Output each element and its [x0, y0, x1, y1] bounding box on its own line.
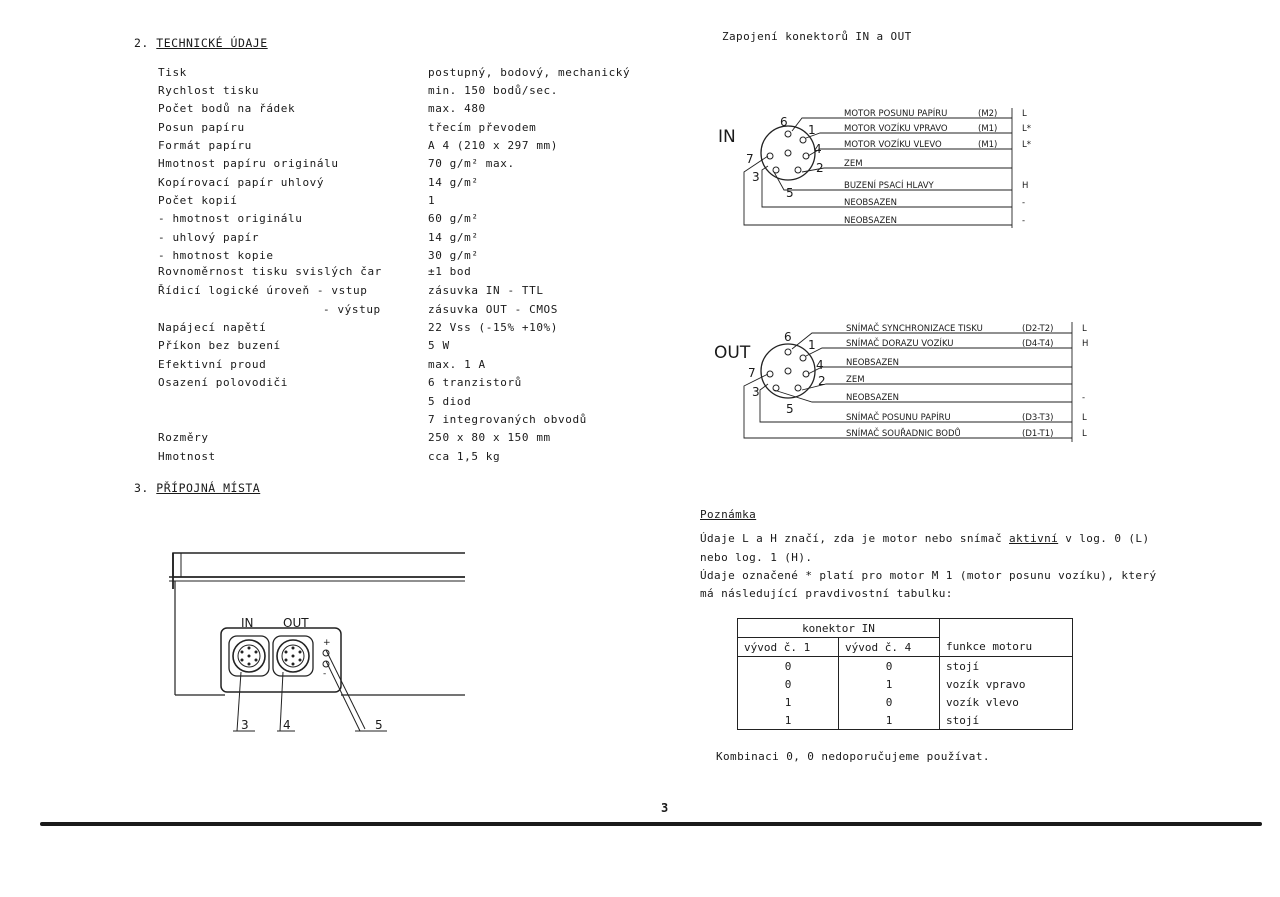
- signal-level: H: [1022, 181, 1029, 191]
- cell-pin-4: 1: [839, 675, 940, 693]
- truth-table-row: [738, 675, 1073, 693]
- out-pin-1: 1: [808, 338, 816, 352]
- signal-name: SNÍMAČ DORAZU VOZÍKU: [846, 339, 954, 349]
- out-pin-5: 5: [786, 402, 794, 416]
- spec-label: - hmotnost kopie: [158, 249, 274, 262]
- drawing-label-out: OUT: [283, 616, 309, 630]
- section-3-number: 3.: [134, 481, 149, 495]
- cell-pin-1: 0: [738, 675, 839, 693]
- signal-level: L: [1082, 413, 1087, 423]
- note-line-1-emphasis: aktivní: [1009, 532, 1059, 545]
- svg-text:-: -: [323, 669, 327, 679]
- in-pin-1: 1: [808, 123, 816, 137]
- cell-pin-1: 1: [738, 711, 839, 730]
- signal-code: (M1): [978, 124, 998, 134]
- out-connector-socket: [273, 636, 313, 676]
- col-function: funkce motoru: [940, 638, 1073, 657]
- signal-level: L*: [1022, 140, 1031, 150]
- spec-value: 7 integrovaných obvodů: [428, 413, 587, 426]
- note-line-1-pre: Údaje L a H značí, zda je motor nebo snímač: [700, 532, 1009, 545]
- spec-label: - hmotnost originálu: [158, 212, 303, 225]
- note-line-1: [700, 532, 1149, 545]
- spec-value: 30 g/m²: [428, 249, 479, 262]
- spec-label: Efektivní proud: [158, 358, 267, 371]
- in-pin-7: 7: [746, 152, 754, 166]
- cell-pin-4: 0: [839, 657, 940, 676]
- out-diagram-label: OUT: [714, 343, 751, 363]
- connector-wiring-title: Zapojení konektorů IN a OUT: [722, 30, 912, 43]
- cell-function: stojí: [940, 657, 1073, 676]
- spec-value: třecím převodem: [428, 121, 537, 134]
- signal-name: SNÍMAČ SYNCHRONIZACE TISKU: [846, 324, 983, 334]
- signal-level: -: [1022, 216, 1026, 226]
- spec-label: Osazení polovodiči: [158, 376, 289, 389]
- cell-pin-1: 1: [738, 693, 839, 711]
- spec-label: Kopírovací papír uhlový: [158, 176, 325, 189]
- spec-value: 250 x 80 x 150 mm: [428, 431, 551, 444]
- spec-value: 5 diod: [428, 395, 472, 408]
- spec-label: Příkon bez buzení: [158, 339, 281, 352]
- signal-level: L: [1082, 324, 1087, 334]
- spec-label: Hmotnost: [158, 450, 216, 463]
- signal-name: MOTOR POSUNU PAPÍRU: [844, 109, 948, 119]
- section-3-title: PŘÍPOJNÁ MÍSTA: [156, 481, 261, 495]
- in-connector-diagram: [712, 100, 1052, 232]
- group-header: konektor IN: [738, 619, 940, 638]
- power-terminals: [323, 638, 331, 679]
- spec-value: 5 W: [428, 339, 450, 352]
- bottom-rule: [40, 822, 1262, 826]
- spec-value: max. 480: [428, 102, 486, 115]
- signal-level: H: [1082, 339, 1089, 349]
- cell-function: stojí: [940, 711, 1073, 730]
- signal-code: (D4-T4): [1022, 339, 1054, 349]
- callout-4: 4: [283, 718, 291, 732]
- truth-table-row: [738, 693, 1073, 711]
- spec-value: 6 tranzistorů: [428, 376, 522, 389]
- truth-table-header-row: [738, 638, 1073, 657]
- in-pin-5: 5: [786, 186, 794, 200]
- cell-pin-4: 1: [839, 711, 940, 730]
- section-2-number: 2.: [134, 36, 149, 50]
- signal-code: (D3-T3): [1022, 413, 1054, 423]
- spec-value: 14 g/m²: [428, 176, 479, 189]
- spec-value: max. 1 A: [428, 358, 486, 371]
- signal-name: SNÍMAČ POSUNU PAPÍRU: [846, 413, 951, 423]
- signal-name: NEOBSAZEN: [844, 198, 898, 208]
- out-pin-7: 7: [748, 366, 756, 380]
- spec-label: - výstup: [323, 303, 381, 316]
- signal-level: L: [1022, 109, 1027, 119]
- blank-header-cell: [940, 619, 1073, 638]
- signal-code: (M1): [978, 140, 998, 150]
- spec-value: 70 g/m² max.: [428, 157, 515, 170]
- signal-name: MOTOR VOZÍKU VPRAVO: [844, 124, 948, 134]
- col-pin-4: vývod č. 4: [839, 638, 940, 657]
- signal-level: L: [1082, 429, 1087, 439]
- spec-label: Posun papíru: [158, 121, 245, 134]
- spec-value: postupný, bodový, mechanický: [428, 66, 631, 79]
- col-pin-1: vývod č. 1: [738, 638, 839, 657]
- note-line-1-post: v log. 0 (L): [1058, 532, 1150, 545]
- section-2-heading: [134, 36, 268, 50]
- spec-value: 60 g/m²: [428, 212, 479, 225]
- truth-table: [737, 618, 1073, 730]
- signal-code: (D1-T1): [1022, 429, 1054, 439]
- spec-value: 22 Vss (-15% +10%): [428, 321, 559, 334]
- out-connector-diagram: [712, 318, 1092, 448]
- drawing-label-in: IN: [241, 616, 254, 630]
- callout-5: 5: [375, 718, 383, 732]
- svg-text:+: +: [323, 638, 331, 648]
- spec-value: A 4 (210 x 297 mm): [428, 139, 559, 152]
- truth-table-row: [738, 711, 1073, 730]
- footer-note: Kombinaci 0, 0 nedoporučujeme používat.: [716, 750, 990, 763]
- signal-name: ZEM: [844, 159, 863, 169]
- cell-function: vozík vpravo: [940, 675, 1073, 693]
- signal-name: ZEM: [846, 375, 865, 385]
- device-lid: [173, 553, 465, 577]
- spec-value: zásuvka IN - TTL: [428, 284, 544, 297]
- signal-name: NEOBSAZEN: [844, 216, 898, 226]
- section-3-heading: [134, 481, 260, 495]
- spec-label: - uhlový papír: [158, 231, 260, 244]
- cell-pin-1: 0: [738, 657, 839, 676]
- signal-name: MOTOR VOZÍKU VLEVO: [844, 140, 942, 150]
- signal-level: -: [1082, 393, 1086, 403]
- truth-table-row: [738, 657, 1073, 676]
- signal-name: BUZENÍ PSACÍ HLAVY: [844, 181, 934, 191]
- out-pin-4: 4: [816, 358, 824, 372]
- signal-name: SNÍMAČ SOUŘADNIC BODŮ: [846, 429, 961, 439]
- spec-value: cca 1,5 kg: [428, 450, 501, 463]
- signal-level: -: [1022, 198, 1026, 208]
- signal-code: (D2-T2): [1022, 324, 1054, 334]
- in-pin-3: 3: [752, 170, 760, 184]
- spec-label: Rovnoměrnost tisku svislých čar: [158, 265, 382, 278]
- spec-value: zásuvka OUT - CMOS: [428, 303, 559, 316]
- signal-level: L*: [1022, 124, 1031, 134]
- spec-label: Hmotnost papíru originálu: [158, 157, 339, 170]
- cell-function: vozík vlevo: [940, 693, 1073, 711]
- callout-3: 3: [241, 718, 249, 732]
- spec-label: Napájecí napětí: [158, 321, 267, 334]
- out-pin-2: 2: [818, 374, 826, 388]
- note-line-4: má následující pravdivostní tabulku:: [700, 587, 953, 600]
- in-pin-2: 2: [816, 161, 824, 175]
- signal-name: NEOBSAZEN: [846, 358, 900, 368]
- in-diagram-label: IN: [718, 127, 736, 147]
- spec-label: Počet kopií: [158, 194, 238, 207]
- spec-value: 14 g/m²: [428, 231, 479, 244]
- signal-code: (M2): [978, 109, 998, 119]
- spec-label: Počet bodů na řádek: [158, 102, 296, 115]
- section-2-title: TECHNICKÉ ÚDAJE: [156, 36, 268, 50]
- in-pin-6: 6: [780, 115, 788, 129]
- spec-value: 1: [428, 194, 436, 207]
- note-heading: Poznámka: [700, 508, 757, 521]
- device-drawing: [165, 545, 465, 755]
- note-line-3: Údaje označené * platí pro motor M 1 (motor posunu vozíku), který: [700, 569, 1157, 582]
- page-number: 3: [661, 801, 669, 815]
- cell-pin-4: 0: [839, 693, 940, 711]
- spec-label: Rychlost tisku: [158, 84, 260, 97]
- out-pin-3: 3: [752, 385, 760, 399]
- spec-label: Rozměry: [158, 431, 209, 444]
- truth-table-group-row: [738, 619, 1073, 638]
- in-pin-4: 4: [814, 142, 822, 156]
- spec-value: min. 150 bodů/sec.: [428, 84, 559, 97]
- spec-label: Formát papíru: [158, 139, 252, 152]
- spec-value: ±1 bod: [428, 265, 472, 278]
- spec-label: Tisk: [158, 66, 187, 79]
- signal-name: NEOBSAZEN: [846, 393, 900, 403]
- note-line-2: nebo log. 1 (H).: [700, 551, 813, 564]
- spec-label: Řídicí logické úroveň - vstup: [158, 284, 368, 297]
- in-connector-socket: [229, 636, 269, 676]
- out-pin-6: 6: [784, 330, 792, 344]
